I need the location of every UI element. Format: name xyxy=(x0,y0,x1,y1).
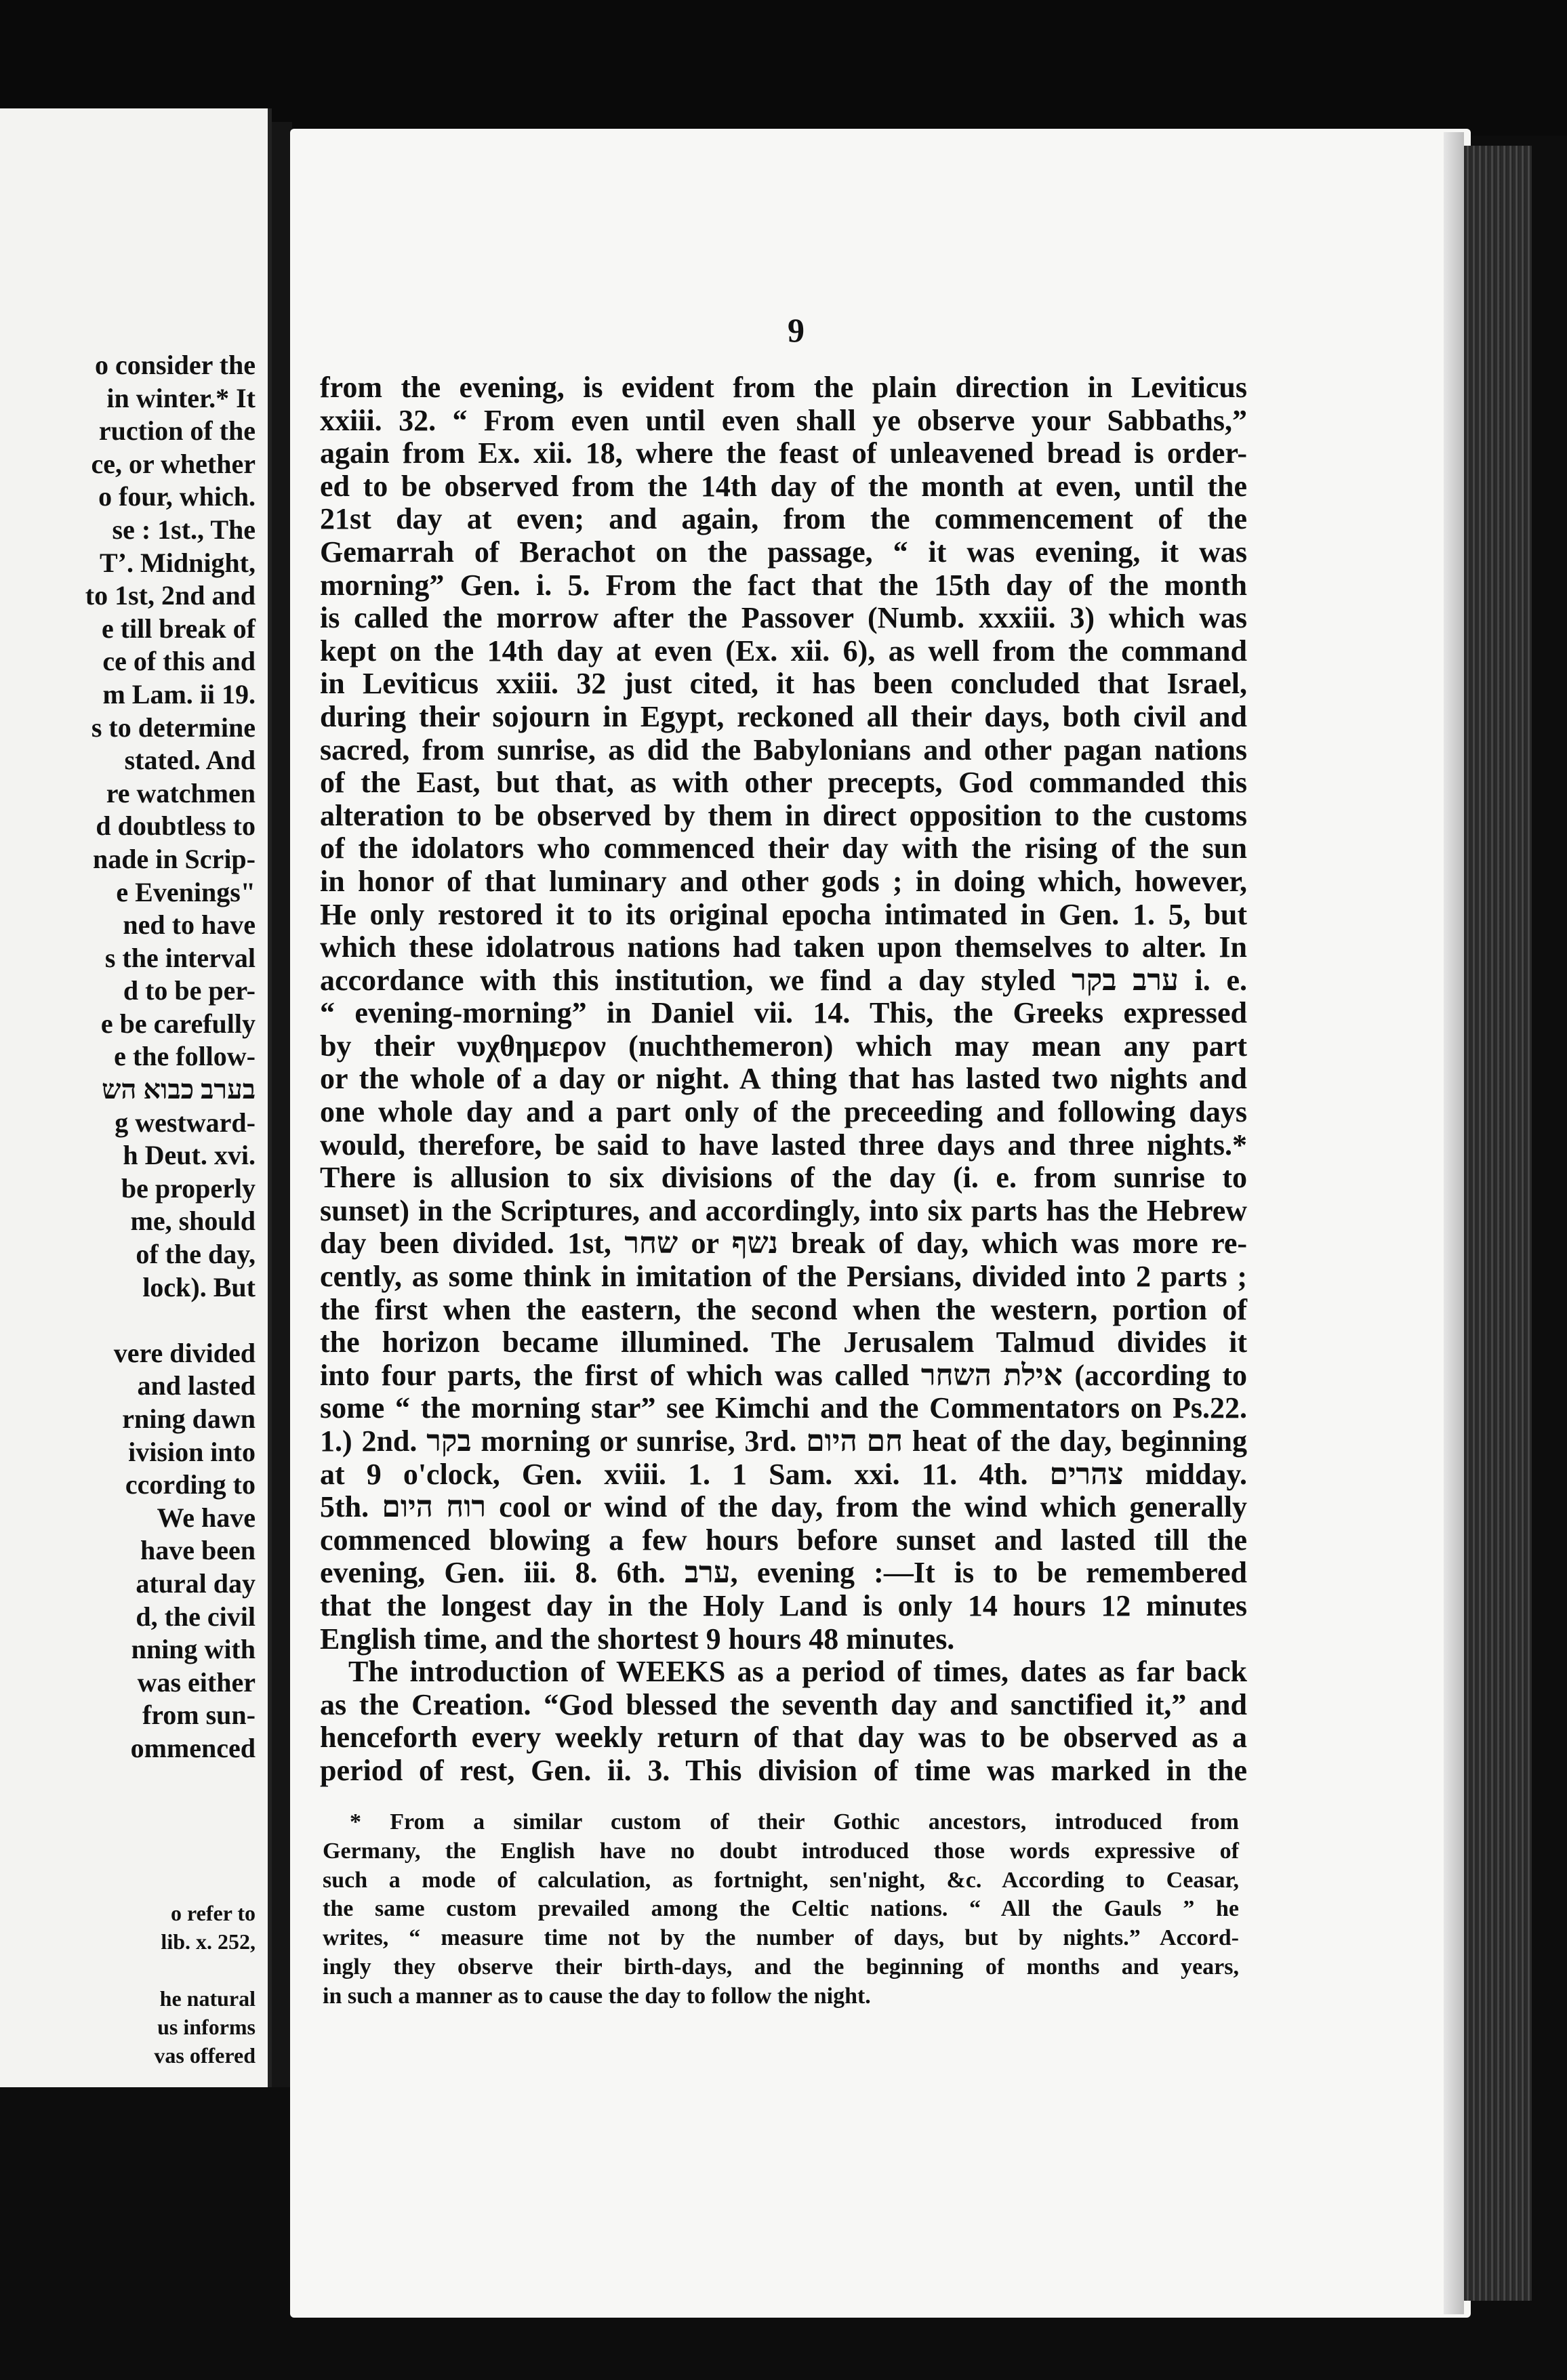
left-text-line: re watchmen xyxy=(106,777,256,808)
left-footnote-line: us informs xyxy=(157,2015,256,2039)
left-footnote-line xyxy=(0,1956,256,1984)
text-line: would, therefore, be said to have lasted three days and three nights.* xyxy=(320,1128,1247,1162)
footnote-line: such a mode of calculation, as fortnight, sen'night, &c. According to Ceasar, xyxy=(323,1867,1239,1893)
left-text-line: Tʼ. Midnight, xyxy=(99,547,256,578)
text-line: the horizon became illumined. The Jerusalem Talmud divides it xyxy=(320,1326,1247,1359)
text-line: There is allusion to six divisions of the day (i. e. from sunrise to xyxy=(320,1161,1247,1195)
text-line: morning” Gen. i. 5. From the fact that the 15th day of the month xyxy=(320,568,1247,602)
left-text-line: in winter.* It xyxy=(106,382,256,413)
footnote-line: ingly they observe their birth-days, and the beginning of months and years, xyxy=(323,1954,1239,1979)
text-line: ed to be observed from the 14th day of the month at even, until the xyxy=(320,469,1247,503)
text-line: xxiii. 32. “ From even until even shall ye observe your Sabbaths,” xyxy=(320,403,1247,437)
left-text-line: e Evenings" xyxy=(116,876,256,907)
left-text-line: d doubtless to xyxy=(96,811,256,842)
left-text-line: and lasted xyxy=(137,1370,256,1401)
text-line: is called the morrow after the Passover (Numb. xxxiii. 3) which was xyxy=(320,601,1247,635)
left-text-line: me, should xyxy=(130,1206,256,1237)
text-line: 1.) 2nd. בקר morning or sunrise, 3rd. חם היום heat of the day, beginning xyxy=(320,1424,1247,1458)
left-text-line: s the interval xyxy=(104,942,256,973)
text-line: some “ the morning star” see Kimchi and the Commentators on Ps.22. xyxy=(320,1391,1247,1425)
left-text-line: nning with xyxy=(131,1634,256,1665)
footnote-line: in such a manner as to cause the day to follow the night. xyxy=(323,1983,871,2009)
footnote-line: writes, “ measure time not by the number of days, but by nights.” Accord- xyxy=(323,1925,1239,1951)
text-line: English time, and the shortest 9 hours 48 minutes. xyxy=(320,1622,955,1656)
left-text-line: rning dawn xyxy=(122,1403,256,1434)
left-text-line: בערב כבוא הש xyxy=(102,1074,256,1105)
left-footnote-line: he natural xyxy=(159,1986,256,2011)
text-line: by their νυχθημερον (nuchthemeron) which may mean any part xyxy=(320,1029,1247,1063)
text-line: in Leviticus xxiii. 32 just cited, it has been concluded that Israel, xyxy=(320,667,1247,701)
text-line: one whole day and a part only of the preceeding and following days xyxy=(320,1095,1247,1129)
left-text-line: ned to have xyxy=(123,909,256,941)
footnote-line: * From a similar custom of their Gothic ancestors, introduced from xyxy=(350,1809,1239,1834)
left-text-line: be properly xyxy=(121,1172,256,1204)
left-text-line: atural day xyxy=(136,1567,256,1599)
text-line: 5th. רוח היום cool or wind of the day, from the wind which generally xyxy=(320,1490,1247,1524)
text-line: evening, Gen. iii. 8. 6th. ערב, evening :—It is to be remembered xyxy=(320,1556,1247,1590)
left-text-line: h Deut. xvi. xyxy=(123,1140,256,1171)
text-line: at 9 o'clock, Gen. xviii. 1. 1 Sam. xxi. 11. 4th. צהרים midday. xyxy=(320,1457,1247,1491)
left-text-line: se : 1st., The xyxy=(112,514,256,545)
left-text-line: have been xyxy=(140,1535,256,1566)
left-text-line: e the follow- xyxy=(114,1041,256,1072)
left-text-line: stated. And xyxy=(124,745,256,776)
left-text-line: d, the civil xyxy=(136,1601,256,1632)
text-line: commenced blowing a few hours before sunset and lasted till the xyxy=(320,1523,1247,1557)
text-line: accordance with this institution, we find a day styled ערב בקר i. e. xyxy=(320,963,1247,997)
text-line: “ evening-morning” in Daniel vii. 14. This, the Greeks expressed xyxy=(320,996,1247,1030)
text-line: cently, as some think in imitation of the Persians, divided into 2 parts ; xyxy=(320,1260,1247,1294)
left-text-line: vere divided xyxy=(113,1337,256,1368)
page-gutter xyxy=(272,122,292,2087)
footnote-line: Germany, the English have no doubt introduced those words expressive of xyxy=(323,1838,1239,1864)
left-page-text xyxy=(0,349,256,1765)
text-line: kept on the 14th day at even (Ex. xii. 6), as well from the command xyxy=(320,634,1247,668)
left-text-line: o consider the xyxy=(94,350,256,380)
left-footnote-line: o refer to xyxy=(171,1901,256,1925)
left-text-line: lock). But xyxy=(142,1271,256,1302)
left-text-line: was either xyxy=(137,1666,256,1698)
text-line: the first when the eastern, the second when the western, portion of xyxy=(320,1292,1247,1326)
book-fore-edge xyxy=(1464,146,1532,2301)
left-text-line: ommenced xyxy=(130,1732,256,1763)
text-line: The introduction of WEEKS as a period of times, dates as far back xyxy=(348,1655,1247,1689)
left-footnote-line: vas offered xyxy=(154,2043,256,2068)
text-line: from the evening, is evident from the plain direction in Leviticus xyxy=(320,371,1247,404)
left-text-line: s to determine xyxy=(91,712,256,743)
left-text-line: of the day, xyxy=(136,1239,256,1270)
left-text-line: ccording to xyxy=(125,1469,256,1500)
text-line: He only restored it to its original epocha intimated in Gen. 1. 5, but xyxy=(320,897,1247,931)
text-line: in honor of that luminary and other gods ; in doing which, however, xyxy=(320,864,1247,898)
left-text-line: nade in Scrip- xyxy=(92,843,256,874)
left-text-line: g westward- xyxy=(115,1107,256,1138)
left-footnote-line: lib. x. 252, xyxy=(161,1929,256,1954)
text-line: into four parts, the first of which was called אילת השחר (according to xyxy=(320,1358,1247,1392)
text-line: as the Creation. “God blessed the seventh day and sanctified it,” and xyxy=(320,1687,1247,1721)
text-line: day been divided. 1st, שחר or נשף break of day, which was more re- xyxy=(320,1227,1247,1260)
left-text-line: d to be per- xyxy=(123,975,256,1006)
text-line: period of rest, Gen. ii. 3. This division of time was marked in the xyxy=(320,1753,1247,1787)
left-text-line: m Lam. ii 19. xyxy=(102,678,256,710)
left-text-line: We have xyxy=(157,1502,256,1533)
text-line: henceforth every weekly return of that day was to be observed as a xyxy=(320,1721,1247,1755)
text-line: 21st day at even; and again, from the commencement of the xyxy=(320,502,1247,536)
body-text xyxy=(320,371,1247,1788)
left-text-line: ce of this and xyxy=(102,646,256,677)
left-text-line: to 1st, 2nd and xyxy=(85,580,256,611)
text-line: of the idolators who commenced their day with the rising of the sun xyxy=(320,832,1247,865)
left-text-line xyxy=(0,1304,256,1337)
footnote xyxy=(323,1808,1239,2011)
left-text-line: o four, which. xyxy=(98,481,256,512)
text-line: again from Ex. xii. 18, where the feast of unleavened bread is order- xyxy=(320,436,1247,470)
left-text-line: ce, or whether xyxy=(91,448,256,479)
left-text-line: e be carefully xyxy=(100,1008,256,1039)
left-text-line: e till break of xyxy=(101,613,256,644)
left-text-line: ruction of the xyxy=(98,415,256,447)
left-text-line: from sun- xyxy=(142,1700,256,1731)
page-edge xyxy=(1444,132,1464,2314)
left-page-footnote xyxy=(0,1899,256,2070)
text-line: or the whole of a day or night. A thing that has lasted two nights and xyxy=(320,1062,1247,1096)
text-line: sunset) in the Scriptures, and accordingly, into six parts has the Hebrew xyxy=(320,1193,1247,1227)
text-line: sacred, from sunrise, as did the Babylonians and other pagan nations xyxy=(320,733,1247,766)
text-line: Gemarrah of Berachot on the passage, “ it was evening, it was xyxy=(320,535,1247,569)
text-line: during their sojourn in Egypt, reckoned all their days, both civil and xyxy=(320,699,1247,733)
text-line: alteration to be observed by them in direct opposition to the customs xyxy=(320,798,1247,832)
footnote-line: the same custom prevailed among the Celtic nations. “ All the Gauls ” he xyxy=(323,1896,1239,1922)
text-line: that the longest day in the Holy Land is only 14 hours 12 minutes xyxy=(320,1588,1247,1622)
text-line: of the East, but that, as with other precepts, God commanded this xyxy=(320,766,1247,800)
text-line: which these idolatrous nations had taken upon themselves to alter. In xyxy=(320,930,1247,964)
left-text-line: ivision into xyxy=(128,1436,256,1467)
page-number: 9 xyxy=(788,311,805,349)
left-page-fragment xyxy=(0,108,272,2087)
